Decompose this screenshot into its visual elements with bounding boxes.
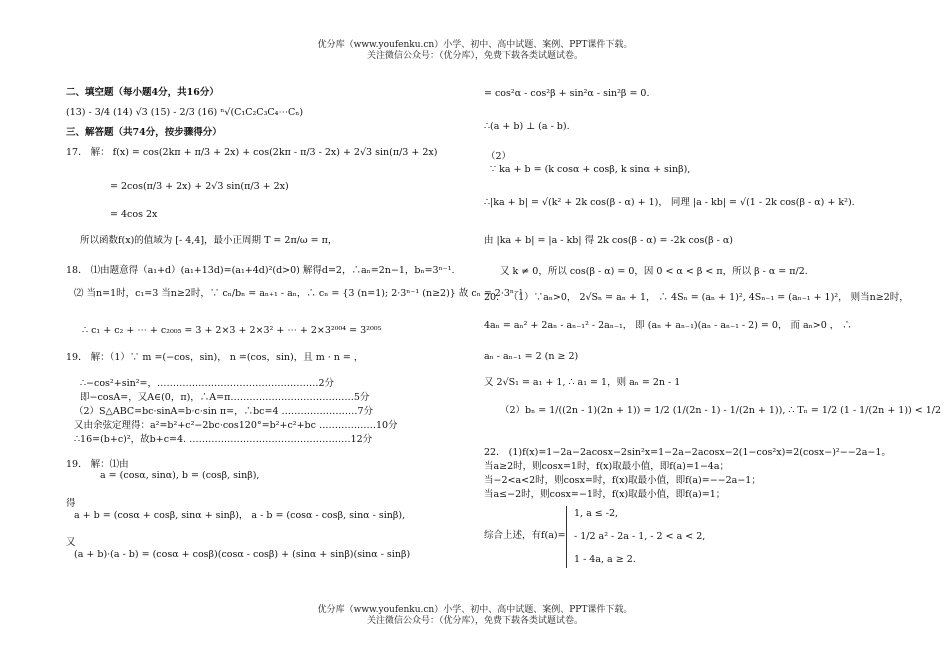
q19b-line-5: 又 bbox=[66, 537, 76, 548]
q17-conclusion: 所以函数f(x)的值域为 [- 4,4]，最小正周期 T = 2π/ω = π， bbox=[80, 235, 338, 246]
footer-line-2: 关注微信公众号：（优分库），免费下载各类试题试卷。 bbox=[366, 616, 583, 626]
q19b-line-7: = cos²α - cos²β + sin²α - sin²β = 0. bbox=[484, 88, 650, 99]
q20-line-1: 20． （1）∵aₙ>0， 2√Sₙ = aₙ + 1， ∴ 4Sₙ = (aₙ + 1)², 4Sₙ₋₁ = (aₙ₋₁ + 1)²， 则当n≥2时， bbox=[484, 292, 909, 303]
q18-line-3: ∴ c₁ + c₂ + ⋯ + c₂₀₀₅ = 3 + 2×3 + 2×3² + ⋯ + 2×3²⁰⁰⁴ = 3²⁰⁰⁵ bbox=[82, 325, 382, 336]
q19a-line-1: 19． 解：（1）∵ m =(−cos，sin)， n =(cos，sin)，且 m · n = ， bbox=[66, 352, 364, 363]
section-solutions-title: 三、解答题（共74分，按步骤得分） bbox=[66, 127, 222, 138]
page-footer bbox=[0, 605, 950, 627]
q19b-part2-label: （2） bbox=[486, 151, 512, 162]
q20-line-3: aₙ - aₙ₋₁ = 2 (n ≥ 2) bbox=[484, 351, 579, 362]
piecewise-case-1: 1, a ≤ -2, bbox=[574, 508, 619, 519]
q18-line-1: 18． ⑴由题意得（a₁+d）(a₁+13d)=(a₁+4d)²(d>0) 解得d=2，∴aₙ=2n−1，bₙ=3ⁿ⁻¹. bbox=[66, 265, 455, 276]
piecewise-brace bbox=[566, 506, 571, 568]
q22-line-4: 当a≤−2时，则cosx=−1时，f(x)取最小值，即f(a)=1； bbox=[484, 489, 726, 500]
q22-summary-label: 综合上述，有f(a)= bbox=[484, 530, 566, 541]
q19b-line-3: 得 bbox=[66, 498, 76, 509]
q18-line-2: ⑵ 当n=1时，c₁=3 当n≥2时，∵ cₙ/bₙ = aₙ₊₁ - aₙ，∴ cₙ = {3 (n=1); 2·3ⁿ⁻¹ (n≥2)} 故 cₙ = 2·3ⁿ⁻¹ bbox=[74, 288, 523, 299]
q17-line-2: = 2cos(π/3 + 2x) + 2√3 sin(π/3 + 2x) bbox=[110, 181, 289, 192]
q19b-line-8: ∴(a + b) ⊥ (a - b). bbox=[484, 121, 570, 132]
q22-line-1: 22． (1)f(x)=1−2a−2acosx−2sin²x=1−2a−2acosx−2(1−cos²x)=2(cosx−)²−−2a−1。 bbox=[484, 447, 891, 458]
q19a-line-2: ∴−cos²+sin²=，……………………………………………2分 bbox=[80, 378, 335, 389]
q20-line-2: 4aₙ = aₙ² + 2aₙ - aₙ₋₁² - 2aₙ₋₁， 即 (aₙ + aₙ₋₁)(aₙ - aₙ₋₁ - 2) = 0， 而 aₙ>0 ， ∴ bbox=[484, 320, 852, 331]
q20-line-4: 又 2√S₁ = a₁ + 1, ∴ a₁ = 1，则 aₙ = 2n - 1 bbox=[484, 377, 681, 388]
q19b-part2-line-1: ∵ ka + b = (k cosα + cosβ, k sinα + sinβ), bbox=[490, 164, 691, 175]
q22-line-3: 当−2<a<2时，则cosx=时，f(x)取最小值，即f(a)=−−2a−1； bbox=[484, 475, 761, 486]
q17-line-1: 17． 解： f(x) = cos(2kπ + π/3 + 2x) + cos(2kπ - π/3 - 2x) + 2√3 sin(π/3 + 2x) bbox=[66, 147, 438, 158]
q19b-line-6: (a + b)·(a - b) = (cosα + cosβ)(cosα - cosβ) + (sinα + sinβ)(sinα - sinβ) bbox=[74, 549, 411, 560]
q19b-line-4: a + b = (cosα + cosβ, sinα + sinβ)， a - b = (cosα - cosβ, sinα - sinβ), bbox=[74, 510, 406, 521]
q19a-line-4: （2）S△ABC=bc·sinA=b·c·sin π=，∴bc=4 ……………………7分 bbox=[74, 406, 374, 417]
q19b-part2-line-4: 又 k ≠ 0，所以 cos(β - α) = 0，因 0 < α < β < π，所以 β - α = π/2. bbox=[500, 266, 808, 277]
q19b-line-1: 19． 解：⑴由 bbox=[66, 459, 129, 470]
q20-line-5: （2）bₙ = 1/((2n - 1)(2n + 1)) = 1/2 (1/(2n - 1) - 1/(2n + 1)), ∴ Tₙ = 1/2 (1 - 1/(2n + 1)) < 1/2 bbox=[500, 405, 942, 416]
piecewise-case-3: 1 - 4a, a ≥ 2. bbox=[574, 554, 636, 565]
footer-line-1: 优分库（www.youfenku.cn）小学、初中、高中试题、案例、PPT课件下载。 bbox=[317, 605, 633, 615]
q19a-line-5: 又由余弦定理得：a²=b²+c²−2bc·cos120°=b²+c²+bc ………………10分 bbox=[74, 420, 398, 431]
q19a-line-3: 即−cosA=，又A∈(0，π)，∴A=π…………………………………5分 bbox=[80, 392, 370, 403]
header-line-1: 优分库（www.youfenku.cn）小学、初中、高中试题、案例、PPT课件下载。 bbox=[317, 40, 633, 50]
section-fill-in-title: 二、填空题（每小题4分，共16分） bbox=[66, 87, 219, 98]
q19b-line-2: a = (cosα, sinα), b = (cosβ, sinβ), bbox=[100, 470, 260, 481]
header-line-2: 关注微信公众号：（优分库），免费下载各类试题试卷。 bbox=[366, 51, 583, 61]
q19b-part2-line-2: ∴|ka + b| = √(k² + 2k cos(β - α) + 1)， 同理 |a - kb| = √(1 - 2k cos(β - α) + k²). bbox=[484, 197, 855, 208]
q19b-part2-line-3: 由 |ka + b| = |a - kb| 得 2k cos(β - α) = -2k cos(β - α) bbox=[484, 235, 733, 246]
piecewise-case-2: - 1/2 a² - 2a - 1, - 2 < a < 2, bbox=[574, 531, 706, 542]
answers-13-16: (13) - 3/4 (14) √3 (15) - 2/3 (16) ⁿ√(C₁C₂C₃C₄⋯Cₙ) bbox=[66, 107, 304, 118]
page-header bbox=[0, 40, 950, 62]
q17-line-3: = 4cos 2x bbox=[110, 209, 158, 220]
q19a-line-6: ∴16=(b+c)²，故b+c=4. ……………………………………………12分 bbox=[74, 434, 373, 445]
q22-line-2: 当a≥2时，则cosx=1时，f(x)取最小值，即f(a)=1−4a； bbox=[484, 461, 729, 472]
